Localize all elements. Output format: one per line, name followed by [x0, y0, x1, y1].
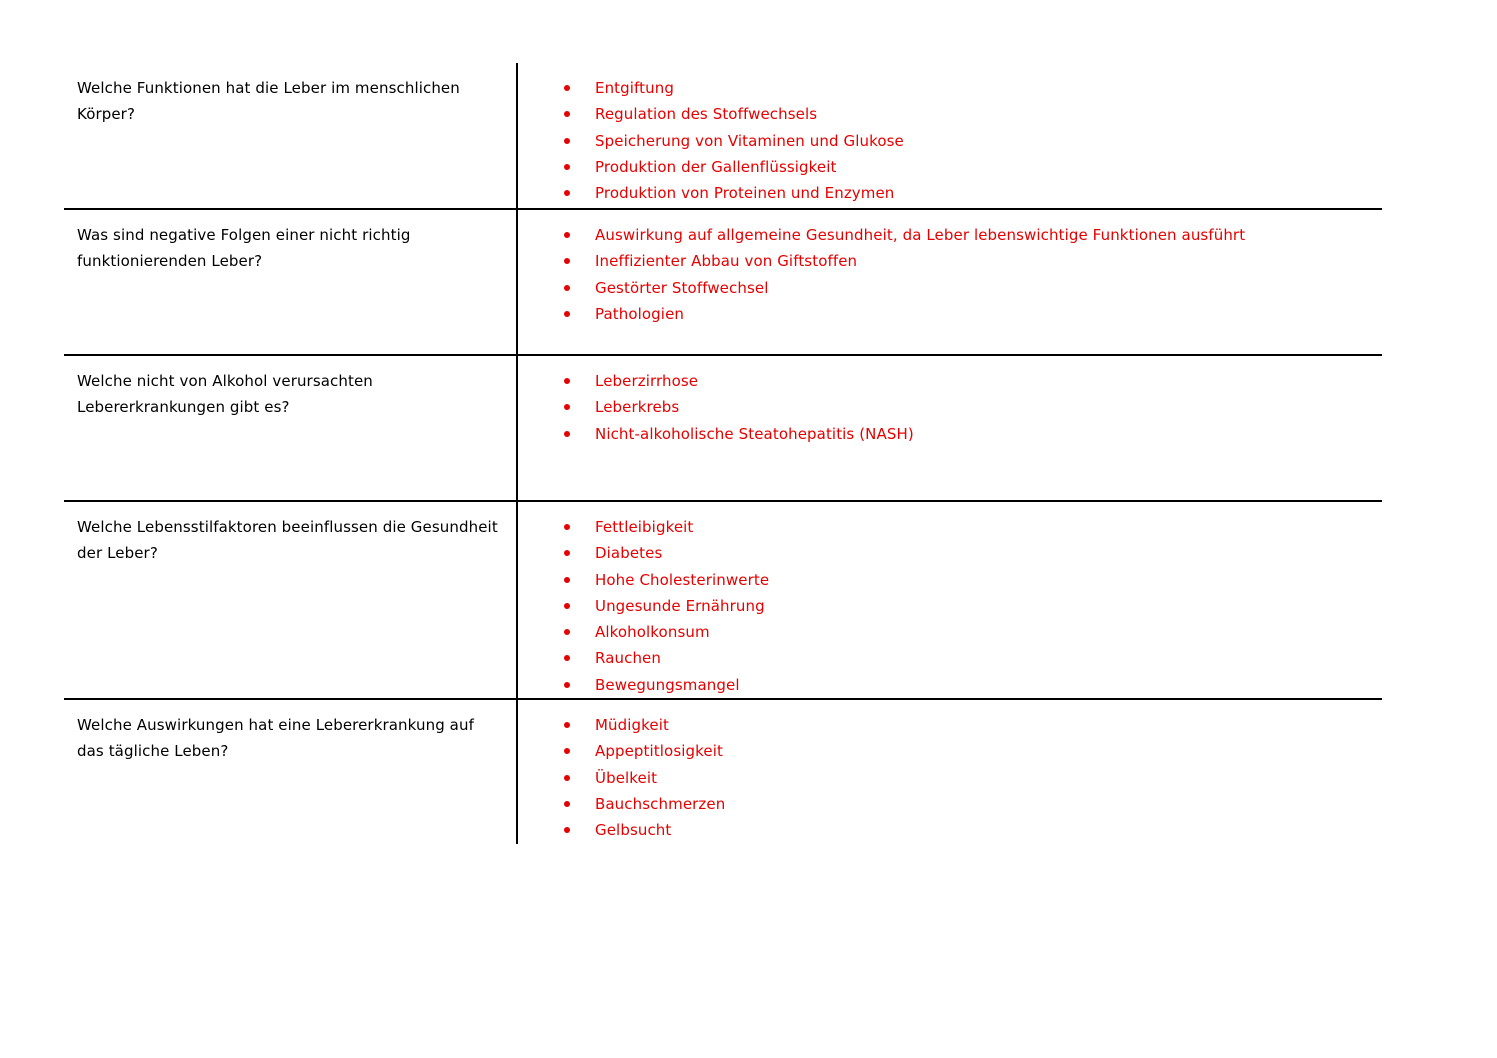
bullet-icon: [564, 232, 570, 238]
bullet-icon: [564, 404, 570, 410]
answer-text: Diabetes: [595, 544, 663, 563]
bullet-icon: [564, 258, 570, 264]
bullet-icon: [564, 285, 570, 291]
bullet-icon: [564, 748, 570, 754]
question-cell: [64, 210, 518, 354]
answer-text: Regulation des Stoffwechsels: [595, 105, 818, 124]
answer-cell: [518, 63, 1382, 208]
list-item: [518, 394, 1382, 420]
bullet-icon: [564, 603, 570, 609]
answer-text: Auswirkung auf allgemeine Gesundheit, da Leber lebenswichtige Funktionen ausführt: [595, 226, 1246, 244]
bullet-icon: [564, 164, 570, 170]
answer-list: [518, 712, 1382, 843]
bullet-icon: [564, 801, 570, 807]
bullet-icon: [564, 85, 570, 91]
answer-text: Speicherung von Vitaminen und Glukose: [595, 131, 904, 150]
bullet-icon: [564, 138, 570, 144]
list-item: [518, 672, 1382, 698]
question-text: Welche Auswirkungen hat eine Lebererkrankung auf das tägliche Leben?: [77, 716, 474, 761]
bullet-icon: [564, 827, 570, 833]
bullet-icon: [564, 629, 570, 635]
bullet-icon: [564, 378, 570, 384]
list-item: [518, 275, 1382, 301]
answer-text: Fettleibigkeit: [595, 518, 694, 536]
list-item: [518, 154, 1382, 180]
question-text: Welche nicht von Alkohol verursachten Lebererkrankungen gibt es?: [77, 372, 373, 417]
table-row: [64, 63, 1382, 208]
list-item: [518, 180, 1382, 206]
question-cell: [64, 700, 518, 844]
bullet-icon: [564, 550, 570, 556]
question-text: Welche Lebensstilfaktoren beeinflussen die Gesundheit der Leber?: [77, 518, 498, 563]
answer-text: Entgiftung: [595, 79, 674, 97]
answer-text: Ineffizienter Abbau von Giftstoffen: [595, 252, 858, 271]
answer-text: Produktion der Gallenflüssigkeit: [595, 157, 837, 176]
bullet-icon: [564, 577, 570, 583]
answer-cell: [518, 700, 1382, 844]
answer-text: Müdigkeit: [595, 716, 669, 734]
question-cell: [64, 356, 518, 500]
list-item: [518, 738, 1382, 764]
list-item: [518, 765, 1382, 791]
answer-text: Bewegungsmangel: [595, 675, 740, 694]
list-item: [518, 567, 1382, 593]
list-item: [518, 645, 1382, 671]
answer-text: Leberzirrhose: [595, 372, 699, 390]
answer-text: Pathologien: [595, 304, 684, 323]
answer-text: Leberkrebs: [595, 398, 680, 417]
bullet-icon: [564, 524, 570, 530]
question-cell: [64, 63, 518, 208]
list-item: [518, 791, 1382, 817]
list-item: [518, 248, 1382, 274]
list-item: [518, 101, 1382, 127]
answer-list: [518, 222, 1382, 327]
table-row: [64, 208, 1382, 354]
answer-text: Nicht-alkoholische Steatohepatitis (NASH): [595, 424, 914, 443]
answer-text: Gelbsucht: [595, 821, 672, 840]
answer-text: Hohe Cholesterinwerte: [595, 570, 770, 589]
list-item: [518, 712, 1382, 738]
qa-table: [64, 63, 1382, 844]
answer-text: Appeptitlosigkeit: [595, 742, 723, 761]
answer-text: Produktion von Proteinen und Enzymen: [595, 184, 895, 203]
answer-text: Übelkeit: [595, 768, 658, 787]
list-item: [518, 817, 1382, 843]
question-text: Was sind negative Folgen einer nicht richtig funktionierenden Leber?: [77, 226, 411, 271]
bullet-icon: [564, 431, 570, 437]
bullet-icon: [564, 722, 570, 728]
answer-text: Ungesunde Ernährung: [595, 596, 765, 615]
bullet-icon: [564, 682, 570, 688]
answer-text: Bauchschmerzen: [595, 794, 726, 813]
list-item: [518, 368, 1382, 394]
question-text: Welche Funktionen hat die Leber im menschlichen Körper?: [77, 79, 460, 124]
list-item: [518, 540, 1382, 566]
answer-list: [518, 368, 1382, 447]
bullet-icon: [564, 655, 570, 661]
answer-cell: [518, 502, 1382, 698]
list-item: [518, 593, 1382, 619]
question-cell: [64, 502, 518, 698]
bullet-icon: [564, 311, 570, 317]
list-item: [518, 301, 1382, 327]
answer-list: [518, 75, 1382, 206]
list-item: [518, 619, 1382, 645]
answer-cell: [518, 356, 1382, 500]
bullet-icon: [564, 190, 570, 196]
table-row: [64, 698, 1382, 844]
list-item: [518, 128, 1382, 154]
answer-text: Alkoholkonsum: [595, 623, 710, 642]
list-item: [518, 514, 1382, 540]
list-item: [518, 421, 1382, 447]
bullet-icon: [564, 111, 570, 117]
table-row: [64, 354, 1382, 500]
list-item: [518, 75, 1382, 101]
answer-text: Gestörter Stoffwechsel: [595, 278, 769, 297]
list-item: [518, 222, 1382, 248]
table-row: [64, 500, 1382, 698]
answer-list: [518, 514, 1382, 698]
answer-text: Rauchen: [595, 649, 661, 668]
bullet-icon: [564, 775, 570, 781]
answer-cell: [518, 210, 1382, 354]
